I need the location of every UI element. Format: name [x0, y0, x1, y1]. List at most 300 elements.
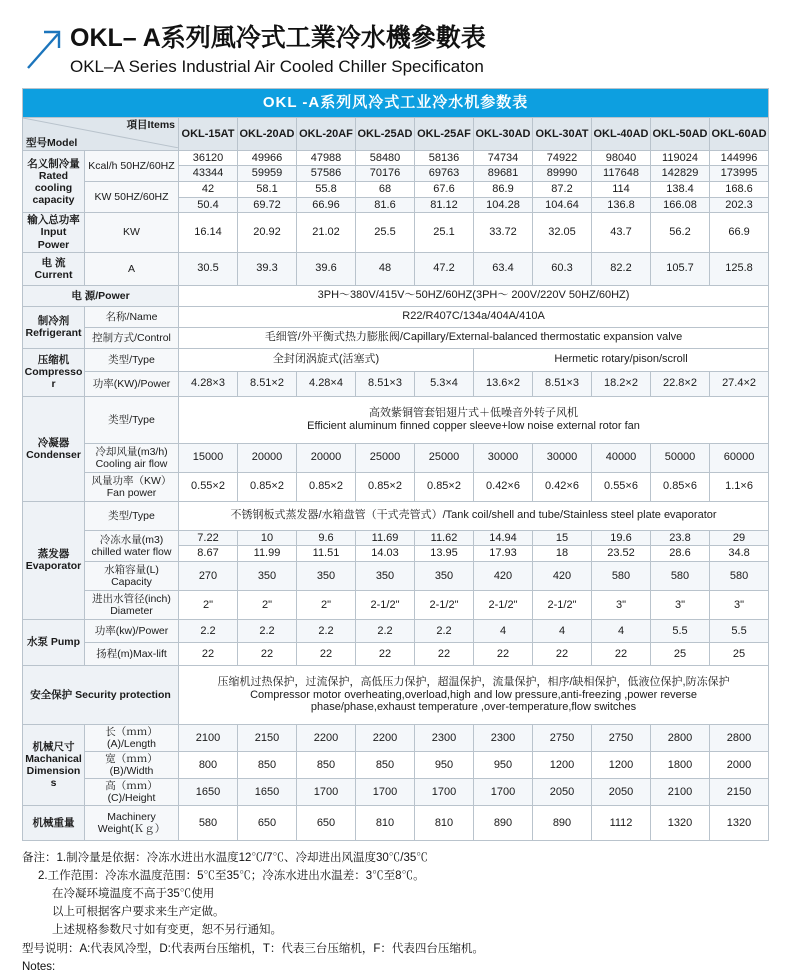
- cell: 2050: [533, 779, 592, 806]
- cell: 60000: [710, 443, 769, 472]
- cell: 4.28×4: [297, 371, 356, 396]
- document-header: [22, 0, 768, 88]
- cell: 21.02: [297, 213, 356, 252]
- rated-kw-label: [85, 182, 179, 213]
- cell: 25.5: [356, 213, 415, 252]
- rated-kw-row-1: [23, 182, 769, 198]
- cell: 2200: [297, 724, 356, 751]
- cell: 27.4×2: [710, 371, 769, 396]
- cell: 39.3: [238, 252, 297, 285]
- cell: 1320: [651, 806, 710, 841]
- cell: 47988: [297, 150, 356, 166]
- cell: 13.6×2: [474, 371, 533, 396]
- note-line-4: 以上可根据客户要求来生产定做。: [52, 905, 225, 918]
- cell: 420: [533, 561, 592, 590]
- cell: 11.69: [356, 530, 415, 546]
- cell: 22: [533, 642, 592, 665]
- cell: 20.92: [238, 213, 297, 252]
- cell: 1200: [592, 752, 651, 779]
- dimension-length-label: 长（ｍｍ）(A)/Length: [85, 724, 179, 751]
- cell: 8.51×3: [533, 371, 592, 396]
- cell: 650: [297, 806, 356, 841]
- cell: 580: [710, 561, 769, 590]
- cell: 0.55×6: [592, 472, 651, 501]
- cell: 580: [592, 561, 651, 590]
- dimension-length-row: [23, 724, 769, 751]
- cell: 33.72: [474, 213, 533, 252]
- cell: 28.6: [651, 546, 710, 562]
- security-row: [23, 665, 769, 724]
- cell: 43344: [179, 166, 238, 182]
- cell: 22: [415, 642, 474, 665]
- cell: 350: [238, 561, 297, 590]
- cell: 32.05: [533, 213, 592, 252]
- cell: 119024: [651, 150, 710, 166]
- group-label-en: Compressor: [24, 366, 83, 391]
- evaporator-diameter-label: [85, 590, 179, 619]
- cell: 136.8: [592, 197, 651, 213]
- condenser-type-row: [23, 396, 769, 443]
- cell: 0.55×2: [179, 472, 238, 501]
- cell: 22: [297, 642, 356, 665]
- header-model-label: 型号Model: [26, 136, 78, 149]
- cell: 580: [179, 806, 238, 841]
- cell: 74734: [474, 150, 533, 166]
- group-label-cn: 制冷剂: [37, 315, 70, 328]
- cell: 800: [179, 752, 238, 779]
- cell: 25: [710, 642, 769, 665]
- compressor-power-label: 功率(KW)/Power: [85, 371, 179, 396]
- evaporator-type-label: 类型/Type: [85, 501, 179, 530]
- cell: 55.8: [297, 182, 356, 198]
- security-line-3: phase/phase,exhaust temperature ,over-temperature,flow switches: [310, 701, 637, 714]
- cell: 66.96: [297, 197, 356, 213]
- cell: 14.94: [474, 530, 533, 546]
- cell: 2150: [238, 724, 297, 751]
- model-col-3: [356, 117, 415, 150]
- condenser-group: [23, 396, 85, 501]
- cell: 29: [710, 530, 769, 546]
- cell: 2.2: [238, 619, 297, 642]
- group-label-cn: 输入总功率: [27, 214, 80, 227]
- cell: 16.14: [179, 213, 238, 252]
- label-cn: 水箱容量(L): [104, 563, 159, 576]
- cell: 13.95: [415, 546, 474, 562]
- cell: 22: [356, 642, 415, 665]
- rated-kcal-row-1: [23, 150, 769, 166]
- condenser-fanpower-row: [23, 472, 769, 501]
- cell: 23.8: [651, 530, 710, 546]
- cell: 8.67: [179, 546, 238, 562]
- dimension-height-label: 高（ｍｍ）(C)/Height: [85, 779, 179, 806]
- refrigerant-name-value: R22/R407C/134a/404A/410A: [179, 306, 769, 327]
- cell: 0.85×2: [238, 472, 297, 501]
- cell: 1700: [297, 779, 356, 806]
- weight-label: [85, 806, 179, 841]
- page-title-cn: OKL– A系列風冷式工業冷水機參數表: [70, 24, 486, 52]
- cell: 25000: [356, 443, 415, 472]
- model-col-1: [238, 117, 297, 150]
- security-line-2: Compressor motor overheating,overload,high and low pressure,anti-freezing ,power reverse: [250, 688, 698, 701]
- condenser-airflow-row: [23, 443, 769, 472]
- cell: 98040: [592, 150, 651, 166]
- model-label: OKL-15AT: [181, 127, 235, 140]
- rated-kcal-label: [85, 150, 179, 181]
- pump-lift-label: 扬程(m)Max-lift: [85, 642, 179, 665]
- cell: 11.51: [297, 546, 356, 562]
- cell: 420: [474, 561, 533, 590]
- cell: 350: [356, 561, 415, 590]
- title-block: [70, 24, 768, 78]
- cell: 0.85×2: [297, 472, 356, 501]
- cell: 114: [592, 182, 651, 198]
- cell: 87.2: [533, 182, 592, 198]
- cell: 5.5: [651, 619, 710, 642]
- evaporator-diameter-row: [23, 590, 769, 619]
- label-cn: 安全保护: [30, 688, 73, 701]
- cell: 2200: [356, 724, 415, 751]
- cell: 810: [415, 806, 474, 841]
- cell: 173995: [710, 166, 769, 182]
- group-label-cn: 水泵: [26, 636, 48, 649]
- cell: 168.6: [710, 182, 769, 198]
- dimensions-group: [23, 724, 85, 805]
- cell: 56.2: [651, 213, 710, 252]
- evaporator-group: [23, 501, 85, 619]
- model-col-4: [415, 117, 474, 150]
- cell: 11.62: [415, 530, 474, 546]
- cell: 3": [651, 590, 710, 619]
- cell: 350: [415, 561, 474, 590]
- compressor-group: [23, 348, 85, 396]
- cell: 42: [179, 182, 238, 198]
- group-label-en: Evaporator: [25, 560, 82, 573]
- cell: 86.9: [474, 182, 533, 198]
- cell: 2100: [179, 724, 238, 751]
- cell: 81.6: [356, 197, 415, 213]
- cell: 5.5: [710, 619, 769, 642]
- cell: 43.7: [592, 213, 651, 252]
- model-col-6: [533, 117, 592, 150]
- cell: 0.85×2: [415, 472, 474, 501]
- cell: 50000: [651, 443, 710, 472]
- cell: 2300: [474, 724, 533, 751]
- cell: 7.22: [179, 530, 238, 546]
- rated-capacity-group: [23, 150, 85, 213]
- cell: 22: [592, 642, 651, 665]
- cell: 2100: [651, 779, 710, 806]
- model-header-row: [23, 117, 769, 150]
- cell: 2-1/2": [415, 590, 474, 619]
- cell: 17.93: [474, 546, 533, 562]
- cell: 2750: [592, 724, 651, 751]
- arrow-up-right-icon: [22, 24, 66, 72]
- cell: 104.64: [533, 197, 592, 213]
- cell: 20000: [297, 443, 356, 472]
- label-en: Fan power: [106, 486, 157, 499]
- group-label-cn: 机械尺寸: [32, 740, 75, 753]
- cell: 68: [356, 182, 415, 198]
- model-label: OKL-60AD: [711, 127, 767, 140]
- cell: 1700: [415, 779, 474, 806]
- cell: 104.28: [474, 197, 533, 213]
- cell: 8.51×3: [356, 371, 415, 396]
- cell: 650: [238, 806, 297, 841]
- table-banner-row: [23, 88, 769, 117]
- refrigerant-group: [23, 306, 85, 348]
- group-label-en: Refrigerant: [25, 327, 82, 340]
- cell: 34.8: [710, 546, 769, 562]
- current-group: [23, 252, 85, 285]
- label-en-2: Weight(Ｋｇ）: [97, 823, 166, 836]
- cell: 2.2: [297, 619, 356, 642]
- table-banner: OKL -A系列风冷式工业冷水机参数表: [23, 88, 769, 117]
- model-label: OKL-50AD: [652, 127, 708, 140]
- cell: 117648: [592, 166, 651, 182]
- cell: 0.42×6: [474, 472, 533, 501]
- header-corner-cell: [23, 117, 179, 150]
- cell: 89990: [533, 166, 592, 182]
- pump-power-row: [23, 619, 769, 642]
- cell: 0.85×2: [356, 472, 415, 501]
- cell: 58.1: [238, 182, 297, 198]
- cell: 2": [297, 590, 356, 619]
- label-cn: 冷冻水量(m3): [99, 533, 164, 546]
- current-unit: A: [85, 252, 179, 285]
- label-en: Security protection: [75, 688, 171, 701]
- dimension-height-row: [23, 779, 769, 806]
- cell: 30.5: [179, 252, 238, 285]
- model-label: OKL-25AD: [357, 127, 413, 140]
- cell: 18.2×2: [592, 371, 651, 396]
- cell: 5.3×4: [415, 371, 474, 396]
- cell: 50.4: [179, 197, 238, 213]
- compressor-type-row: [23, 348, 769, 371]
- security-value: [179, 665, 769, 724]
- cell: 2": [238, 590, 297, 619]
- refrigerant-control-label: 控制方式/Control: [85, 327, 179, 348]
- cell: 3": [592, 590, 651, 619]
- label-cn: 风量功率（KW）: [91, 474, 172, 487]
- cell: 350: [297, 561, 356, 590]
- cell: 22: [238, 642, 297, 665]
- note-line-5: 上述规格参数尺寸如有变更，恕不另行通知。: [52, 923, 282, 936]
- cell: 9.6: [297, 530, 356, 546]
- cell: 10: [238, 530, 297, 546]
- cell: 2750: [533, 724, 592, 751]
- group-label-en: Machanical Dimensions: [25, 753, 82, 790]
- group-label-cn: 压缩机: [37, 354, 70, 366]
- cell: 0.85×6: [651, 472, 710, 501]
- cell: 2-1/2": [474, 590, 533, 619]
- evaporator-flow-label: [85, 530, 179, 561]
- cell: 580: [651, 561, 710, 590]
- cell: 2-1/2": [356, 590, 415, 619]
- power-supply-value: 3PH～380V/415V～50HZ/60HZ(3PH～ 200V/220V 50HZ/60HZ): [179, 285, 769, 306]
- cell: 81.12: [415, 197, 474, 213]
- cell: 2.2: [179, 619, 238, 642]
- cell: 25.1: [415, 213, 474, 252]
- group-label-cn: 冷凝器: [37, 436, 70, 449]
- model-label: OKL-25AF: [417, 127, 471, 140]
- compressor-type-label: 类型/Type: [85, 348, 179, 371]
- label-en: Diameter: [110, 604, 153, 617]
- cell: 4: [592, 619, 651, 642]
- cell: 15000: [179, 443, 238, 472]
- evaporator-type-value: 不锈钢板式蒸发器/水箱盘管（干式壳管式）/Tank coil/shell and tube/Stainless steel plate evaporator: [179, 501, 769, 530]
- model-label: OKL-40AD: [593, 127, 649, 140]
- freq-label: 50HZ/60HZ: [114, 191, 169, 204]
- label-cn: 进出水管径(inch): [92, 592, 171, 605]
- cell: 15: [533, 530, 592, 546]
- cell: 74922: [533, 150, 592, 166]
- cell: 2": [179, 590, 238, 619]
- pump-lift-row: [23, 642, 769, 665]
- cell: 22: [179, 642, 238, 665]
- pump-power-label: 功率(kw)/Power: [85, 619, 179, 642]
- condenser-type-label: 类型/Type: [85, 396, 179, 443]
- cell: 20000: [238, 443, 297, 472]
- cell: 144996: [710, 150, 769, 166]
- cell: 1.1×6: [710, 472, 769, 501]
- notes-block: [22, 850, 768, 977]
- notes-label-en: Notes:: [22, 961, 56, 974]
- model-col-8: [651, 117, 710, 150]
- cell: 19.6: [592, 530, 651, 546]
- spec-table: [22, 88, 769, 841]
- model-label: OKL-20AD: [239, 127, 295, 140]
- cell: 2050: [592, 779, 651, 806]
- cell: 2.2: [415, 619, 474, 642]
- cell: 22: [474, 642, 533, 665]
- cell: 48: [356, 252, 415, 285]
- refrigerant-control-row: [23, 327, 769, 348]
- cell: 47.2: [415, 252, 474, 285]
- group-label-en: Input Power: [37, 226, 70, 251]
- label-en: Capacity: [111, 575, 152, 588]
- cell: 58136: [415, 150, 474, 166]
- condenser-type-en: Efficient aluminum finned copper sleeve+low noise external rotor fan: [307, 419, 640, 432]
- cell: 166.08: [651, 197, 710, 213]
- cell: 1650: [179, 779, 238, 806]
- label-en-1: Machinery: [107, 811, 156, 824]
- cell: 25000: [415, 443, 474, 472]
- cell: 2800: [710, 724, 769, 751]
- cell: 950: [474, 752, 533, 779]
- note-line-2: 2.工作范围：冷冻水温度范围：5℃至35℃；冷冻水进出水温差：3℃至8℃。: [38, 870, 425, 883]
- cell: 4: [474, 619, 533, 642]
- cell: 890: [533, 806, 592, 841]
- group-label-cn: 蒸发器: [37, 548, 70, 561]
- cell: 142829: [651, 166, 710, 182]
- refrigerant-control-value: 毛细管/外平衡式热力膨胀阀/Capillary/External-balanced thermostatic expansion valve: [179, 327, 769, 348]
- model-col-5: [474, 117, 533, 150]
- weight-row: [23, 806, 769, 841]
- cell: 58480: [356, 150, 415, 166]
- cell: 125.8: [710, 252, 769, 285]
- cell: 89681: [474, 166, 533, 182]
- cell: 22.8×2: [651, 371, 710, 396]
- current-row: [23, 252, 769, 285]
- group-label-en: Current: [34, 268, 73, 281]
- group-label-en: Condenser: [26, 448, 81, 461]
- cell: 1700: [474, 779, 533, 806]
- cell: 850: [238, 752, 297, 779]
- model-col-0: [179, 117, 238, 150]
- cell: 11.99: [238, 546, 297, 562]
- model-legend: 型号说明：A:代表风冷型，D:代表两台压缩机，T：代表三台压缩机，F：代表四台压缩机。: [22, 943, 484, 956]
- label-cn: 冷却风量(m3/h): [95, 445, 168, 458]
- input-power-group: [23, 213, 85, 252]
- model-col-7: [592, 117, 651, 150]
- cell: 30000: [533, 443, 592, 472]
- evaporator-capacity-label: [85, 561, 179, 590]
- cell: 2800: [651, 724, 710, 751]
- model-col-2: [297, 117, 356, 150]
- cell: 69763: [415, 166, 474, 182]
- compressor-type-cn: 全封闭涡旋式(活塞式): [179, 348, 474, 371]
- cell: 1200: [533, 752, 592, 779]
- cell: 138.4: [651, 182, 710, 198]
- evaporator-type-row: [23, 501, 769, 530]
- cell: 850: [356, 752, 415, 779]
- condenser-type-cn: 高效紫铜管套铝翅片式＋低噪音外转子风机: [369, 406, 579, 419]
- cell: 57586: [297, 166, 356, 182]
- refrigerant-name-label: 名称/Name: [85, 306, 179, 327]
- model-label: OKL-30AD: [475, 127, 531, 140]
- power-supply-row: [23, 285, 769, 306]
- cell: 1700: [356, 779, 415, 806]
- group-label-cn: 电 流: [41, 256, 66, 269]
- unit-label: KW: [94, 191, 112, 204]
- cell: 1320: [710, 806, 769, 841]
- evaporator-flow-row-1: [23, 530, 769, 546]
- cell: 82.2: [592, 252, 651, 285]
- cell: 39.6: [297, 252, 356, 285]
- cell: 8.51×2: [238, 371, 297, 396]
- cell: 40000: [592, 443, 651, 472]
- note-line-3: 在冷凝环境温度不高于35℃使用: [52, 887, 215, 900]
- header-items-label: 項目Items: [126, 118, 175, 131]
- condenser-type-value: [179, 396, 769, 443]
- model-label: OKL-30AT: [535, 127, 589, 140]
- dimension-width-row: [23, 752, 769, 779]
- model-label: OKL-20AF: [299, 127, 353, 140]
- evaporator-capacity-row: [23, 561, 769, 590]
- freq-label: 50HZ/60HZ: [120, 159, 175, 172]
- cell: 59959: [238, 166, 297, 182]
- cell: 0.42×6: [533, 472, 592, 501]
- cell: 1650: [238, 779, 297, 806]
- cell: 36120: [179, 150, 238, 166]
- model-col-9: [710, 117, 769, 150]
- dimension-width-label: 宽（ｍｍ）(B)/Width: [85, 752, 179, 779]
- group-label-en: Pump: [50, 636, 81, 649]
- cell: 950: [415, 752, 474, 779]
- compressor-type-en: Hermetic rotary/pison/scroll: [474, 348, 769, 371]
- security-label: [23, 665, 179, 724]
- input-power-row: [23, 213, 769, 252]
- condenser-fanpower-label: [85, 472, 179, 501]
- cell: 850: [297, 752, 356, 779]
- condenser-airflow-label: [85, 443, 179, 472]
- cell: 14.03: [356, 546, 415, 562]
- cell: 23.52: [592, 546, 651, 562]
- cell: 30000: [474, 443, 533, 472]
- cell: 18: [533, 546, 592, 562]
- cell: 2150: [710, 779, 769, 806]
- cell: 810: [356, 806, 415, 841]
